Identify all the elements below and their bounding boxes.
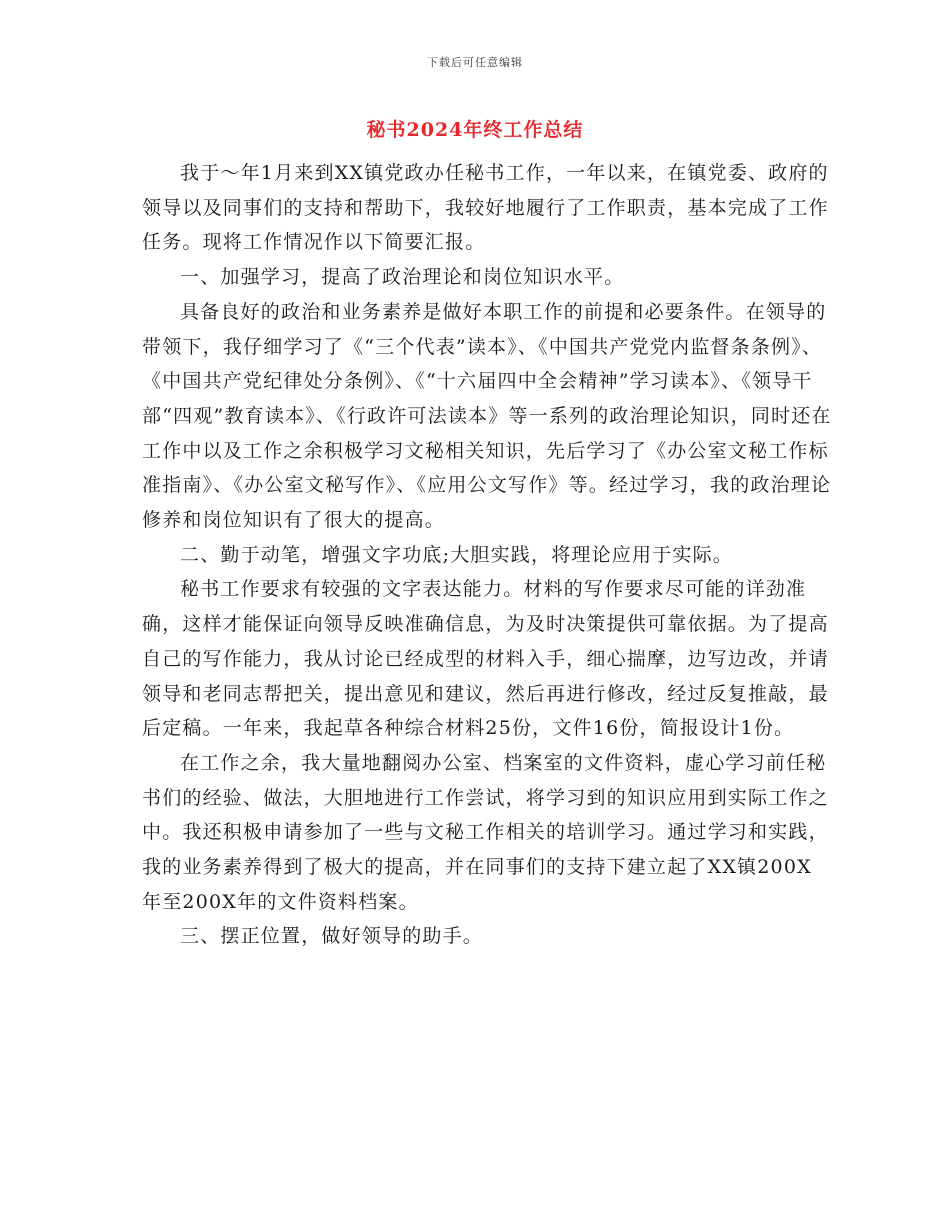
paragraph-study: 具备良好的政治和业务素养是做好本职工作的前提和必要条件。在领导的带领下，我仔细学习了《“三个代表”读本》、《中国共产党党内监督条条例》、《中国共产党纪律处分条例》、《“十六届四中全会精神”学习读本》、《领导干部“四观”教育读本》、《行政许可法读本》等一系列的政治理论知识，同时还在工作中以及工作之余积极学习文秘相关知识，先后学习了《办公室文秘工作标准指南》、《办公室文秘写作》、《应用公文写作》等。经过学习，我的政治理论修养和岗位知识有了很大的提高。 bbox=[142, 300, 832, 532]
paragraph-practice: 在工作之余，我大量地翻阅办公室、档案室的文件资料，虚心学习前任秘书们的经验、做法，大胆地进行工作尝试，将学习到的知识应用到实际工作之中。我还积极申请参加了一些与文秘工作相关的培训学习。通过学习和实践，我的业务素养得到了极大的提高，并在同事们的支持下建立起了XX镇200X年至200X年的文件资料档案。 bbox=[142, 751, 829, 913]
paragraph-writing: 秘书工作要求有较强的文字表达能力。材料的写作要求尽可能的详劲准确，这样才能保证向领导反映准确信息，为及时决策提供可靠依据。为了提高自己的写作能力，我从讨论已经成型的材料入手，细心揣摩，边写边改，并请领导和老同志帮把关，提出意见和建议，然后再进行修改，经过反复推敲，最后定稿。一年来，我起草各种综合材料25份，文件16份，简报设计1份。 bbox=[142, 578, 829, 740]
section-heading-1: 一、加强学习，提高了政治理论和岗位知识水平。 bbox=[180, 266, 625, 289]
header-note: 下载后可任意编辑 bbox=[427, 56, 523, 69]
document-title: 秘书2024年终工作总结 bbox=[366, 119, 584, 141]
document-body bbox=[142, 156, 832, 954]
section-heading-3: 三、摆正位置，做好领导的助手。 bbox=[180, 925, 484, 948]
paragraph-intro: 我于～年1月来到XX镇党政办任秘书工作，一年以来，在镇党委、政府的领导以及同事们的支持和帮助下，我较好地履行了工作职责，基本完成了工作任务。现将工作情况作以下简要汇报。 bbox=[142, 162, 829, 254]
section-heading-2: 二、勤于动笔，增强文字功底;大胆实践，将理论应用于实际。 bbox=[180, 543, 734, 566]
